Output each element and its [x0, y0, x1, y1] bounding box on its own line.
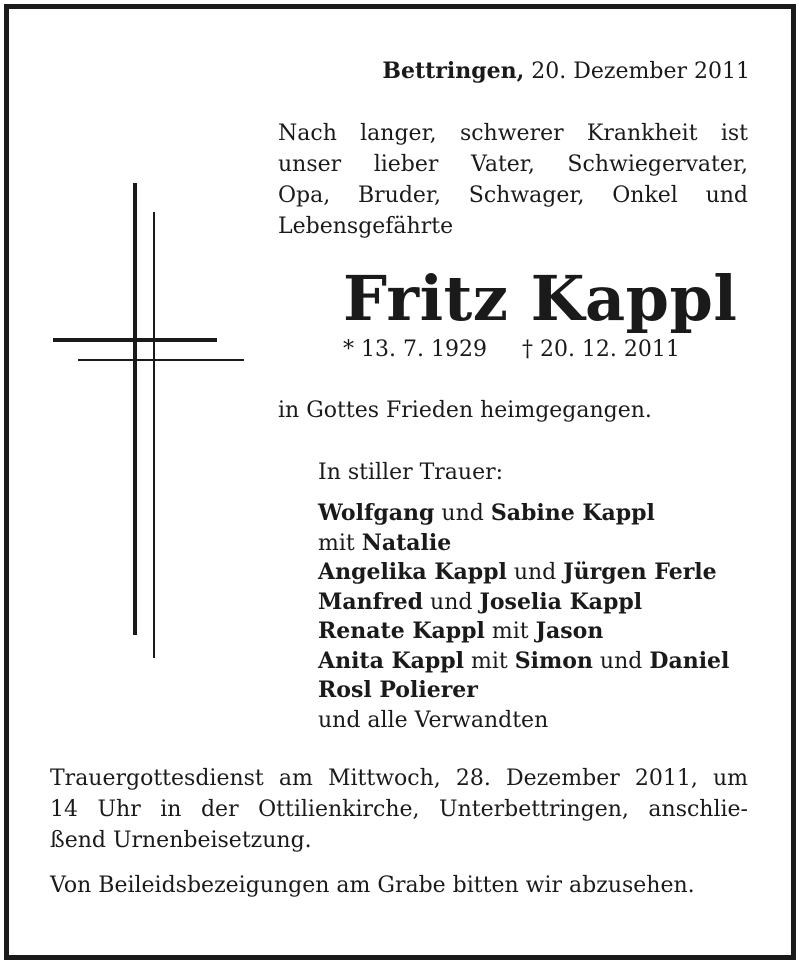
cross-vertical-bar-2 — [153, 212, 155, 658]
date: 20. Dezember 2011 — [531, 59, 750, 84]
mourner-connector: mit — [318, 530, 362, 556]
death-date: † 20. 12. 2011 — [521, 337, 680, 362]
condolence-note: Von Beileidsbezeigungen am Grabe bitten wir abzusehen. — [50, 873, 695, 898]
intro-line: Opa, Bruder, Schwager, Onkel und — [278, 183, 748, 208]
intro-line: Nach langer, schwerer Krankheit ist — [278, 121, 748, 146]
mourner-row — [318, 558, 729, 588]
intro-paragraph — [278, 118, 748, 242]
mourner-row — [318, 588, 729, 618]
mourner-connector: und — [434, 501, 491, 526]
place: Bettringen, — [382, 58, 525, 84]
mourners-heading: In stiller Trauer: — [318, 460, 504, 485]
mourner-name: Joselia Kappl — [479, 588, 643, 615]
mourner-row — [318, 647, 729, 677]
mourner-name: Natalie — [361, 529, 452, 556]
mourner-row — [318, 499, 729, 529]
mourner-name: Rosl Polierer — [318, 677, 478, 703]
service-line: 14 Uhr in der Ottilienkirche, Unterbettringen, anschlie- — [50, 797, 748, 822]
mourner-name: Wolfgang — [318, 500, 435, 526]
mourner-name: Daniel — [649, 647, 730, 674]
mourner-name: Angelika Kappl — [318, 559, 507, 585]
mourner-row — [318, 529, 729, 559]
mourner-name: Simon — [514, 647, 593, 674]
intro-line: Lebensgefährte — [278, 214, 454, 239]
mourner-row — [318, 706, 729, 736]
mourner-row — [318, 676, 729, 706]
mourner-connector: und — [592, 648, 650, 674]
life-dates — [343, 337, 680, 362]
mourner-name: Renate Kappl — [318, 618, 485, 644]
mourner-connector: mit — [484, 619, 536, 644]
cross-vertical-bar-1 — [133, 183, 137, 635]
birth-date: * 13. 7. 1929 — [343, 337, 487, 362]
mourner-name: Anita Kappl — [318, 647, 464, 674]
service-line: Trauergottesdienst am Mittwoch, 28. Dezember 2011, um — [50, 766, 748, 791]
mourner-connector: und — [423, 589, 480, 615]
mourner-name: Jason — [535, 618, 604, 644]
cross-horizontal-bar-2 — [78, 359, 244, 361]
deceased-name: Fritz Kappl — [343, 262, 738, 335]
mourner-name: Sabine Kappl — [490, 500, 655, 526]
place-date-line — [382, 58, 750, 84]
mourner-connector: und — [506, 560, 564, 585]
mourner-name: Manfred — [318, 588, 424, 615]
mourner-name: Jürgen Ferle — [563, 559, 717, 585]
intro-line: unser lieber Vater, Schwiegervater, — [278, 152, 748, 177]
mourners-list — [318, 499, 729, 735]
service-line: ßend Urnenbeisetzung. — [50, 828, 312, 853]
mourner-connector: mit — [464, 648, 515, 674]
mourner-row — [318, 617, 729, 647]
mourner-connector: und alle Verwandten — [318, 707, 549, 733]
service-paragraph — [50, 763, 748, 856]
peace-text: in Gottes Frieden heimgegangen. — [278, 398, 652, 423]
cross-horizontal-bar-1 — [53, 338, 217, 342]
